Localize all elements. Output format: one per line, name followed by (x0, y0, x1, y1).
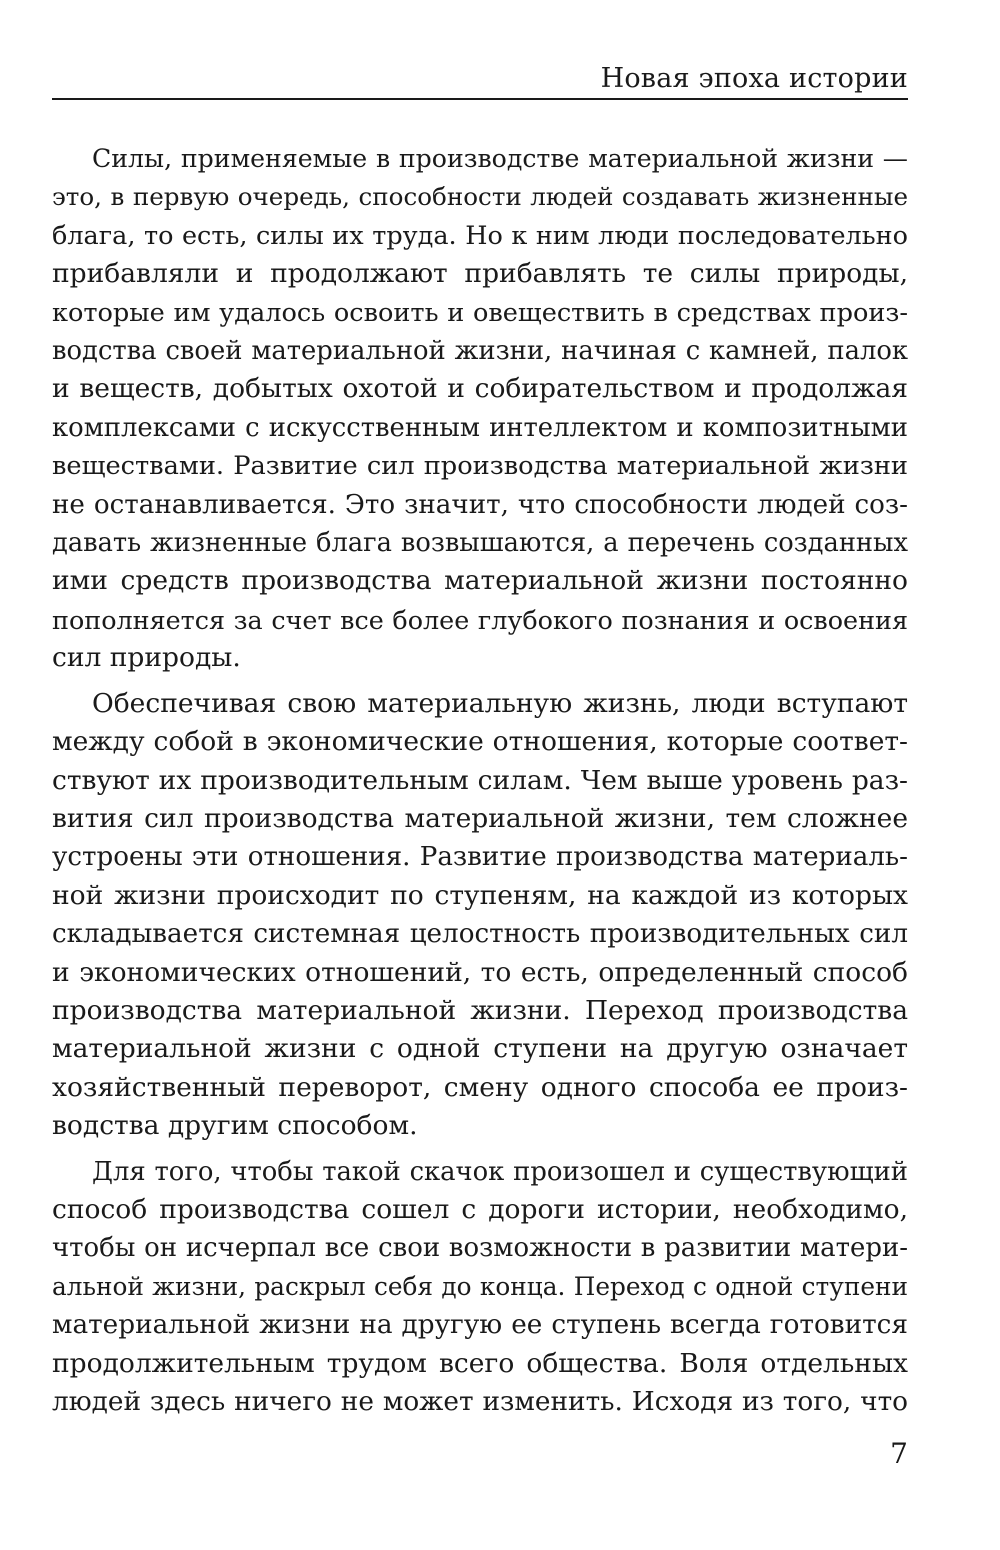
text-line: производства материальной жизни. Переход производства (52, 994, 908, 1026)
running-head-title: Новая эпоха истории (600, 63, 908, 94)
text-line: ной жизни происходит по ступеням, на каждой из которых (52, 879, 908, 911)
text-line: материальной жизни на другую ее ступень всегда готовится (52, 1310, 908, 1341)
text-line: ими средств производства материальной жизни постоянно (52, 565, 908, 597)
text-line: давать жизненные блага возвышаются, а перечень созданных (52, 528, 908, 559)
text-line: Для того, чтобы такой скачок произошел и существующий (92, 1156, 908, 1187)
text-line: ствуют их производительным силам. Чем выше уровень раз- (52, 764, 908, 796)
text-line: материальной жизни с одной ступени на другую означает (52, 1033, 908, 1065)
text-line: людей здесь ничего не может изменить. Исходя из того, что (52, 1387, 908, 1417)
text-line: которые им удалось освоить и овеществить в средствах произ- (52, 297, 908, 328)
text-line: вития сил производства материальной жизни, тем сложнее (52, 802, 908, 834)
paragraph-3 (52, 1153, 908, 1422)
text-line: не останавливается. Это значит, что способности людей соз- (52, 489, 908, 520)
paragraph-1 (52, 140, 908, 678)
text-line: устроены эти отношения. Развитие производства материаль- (52, 842, 908, 873)
text-line: блага, то есть, силы их труда. Но к ним люди последовательно (52, 220, 908, 251)
text-line: между собой в экономические отношения, которые соответ- (52, 726, 908, 758)
text-line: водства своей материальной жизни, начиная с камней, палок (52, 336, 908, 367)
text-line: чтобы он исчерпал все свои возможности в развитии матери- (52, 1233, 908, 1264)
text-line: комплексами с искусственным интеллектом и композитными (52, 412, 908, 443)
text-line: и веществ, добытых охотой и собирательством и продолжая (52, 373, 908, 405)
text-line: пополняется за счет все более глубокого познания и освоения (52, 604, 908, 635)
text-line: складывается системная целостность производительных сил (52, 919, 908, 950)
text-line: веществами. Развитие сил производства материальной жизни (52, 451, 908, 482)
text-line: водства другим способом. (52, 1110, 418, 1142)
page-number: 7 (890, 1437, 908, 1470)
text-line: Силы, применяемые в производстве материальной жизни — (92, 144, 908, 173)
body-text (52, 140, 908, 1428)
text-line: хозяйственный переворот, смену одного способа ее произ- (52, 1071, 908, 1103)
text-line: и экономических отношений, то есть, определенный способ (52, 956, 908, 988)
text-line: Обеспечивая свою материальную жизнь, люди вступают (92, 687, 908, 719)
paragraph-2 (52, 685, 908, 1146)
text-line: это, в первую очередь, способности людей создавать жизненные (52, 182, 908, 212)
text-line: сил природы. (52, 642, 241, 674)
text-line: альной жизни, раскрыл себя до конца. Переход с одной ступени (52, 1271, 908, 1301)
text-line: продолжительным трудом всего общества. Воля отдельных (52, 1347, 908, 1379)
text-line: способ производства сошел с дороги истории, необходимо, (52, 1193, 908, 1225)
text-line: прибавляли и продолжают прибавлять те силы природы, (52, 258, 908, 290)
running-head (52, 60, 908, 100)
